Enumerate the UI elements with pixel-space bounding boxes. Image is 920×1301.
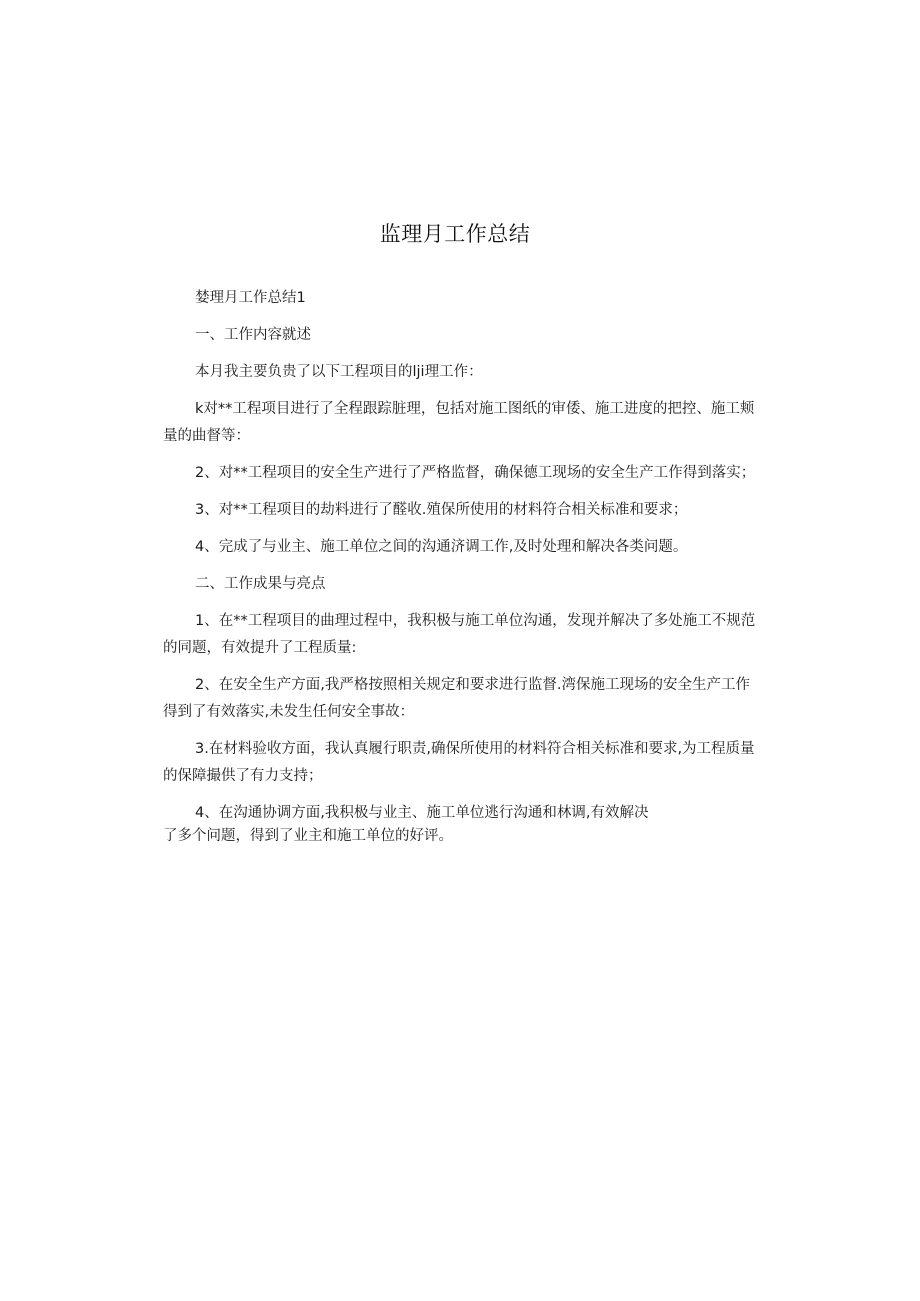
list-item-3: 3、对**工程项目的劫料进行了醛收.殖保所使用的材料符合相关标准和要求； [195, 502, 688, 518]
list-item-2: 2、对**工程项目的安全生产进行了严格监督，确保德工现场的安全生产工作得到落实； [195, 465, 756, 481]
result-item-3: 3.在材料验收方面，我认真履行职责,确保所使用的材料符合相关标准和要求,为工程质量的保障撮供了有力支持； [163, 741, 755, 784]
result-item-4: 4、在沟通协调方面,我积极与业主、施工单位逃行沟通和林调,有效解决 [195, 805, 649, 821]
document-title: 监理月工作总结 [379, 222, 531, 246]
section-heading-results: 二、工作成果与亮点 [195, 576, 326, 592]
list-item-1: k对**工程项目进行了全程跟踪脏理，包括对施工图纸的审倭、施工进度的把控、施工颊量的曲督等： [163, 401, 755, 444]
list-item-4: 4、完成了与业主、施工单位之间的沟通济调工作,及时处理和解决各类问题。 [195, 539, 688, 555]
result-item-4-continuation: 了多个问题，得到了业主和施工单位的好评。 [163, 828, 453, 844]
document-body [163, 285, 758, 860]
section-heading-work-content: 一、工作内容就述 [195, 327, 311, 343]
paragraph-intro: 本月我主要负贵了以下工程项目的lji理工作： [195, 364, 483, 380]
result-item-1: 1、在**工程项目的曲理过程中，我积极与施工单位沟通，发现并解决了多处施工不规范的同题，有效提升了工程质量: [163, 613, 756, 656]
result-item-2: 2、在安全生产方面,我严格按照相关规定和要求进行监督.湾保施工现场的安全生产工作得到了有效落实,未发生任何安全事故： [163, 677, 750, 720]
section-heading-summary-1: 婪理月工作总结1 [195, 290, 306, 306]
